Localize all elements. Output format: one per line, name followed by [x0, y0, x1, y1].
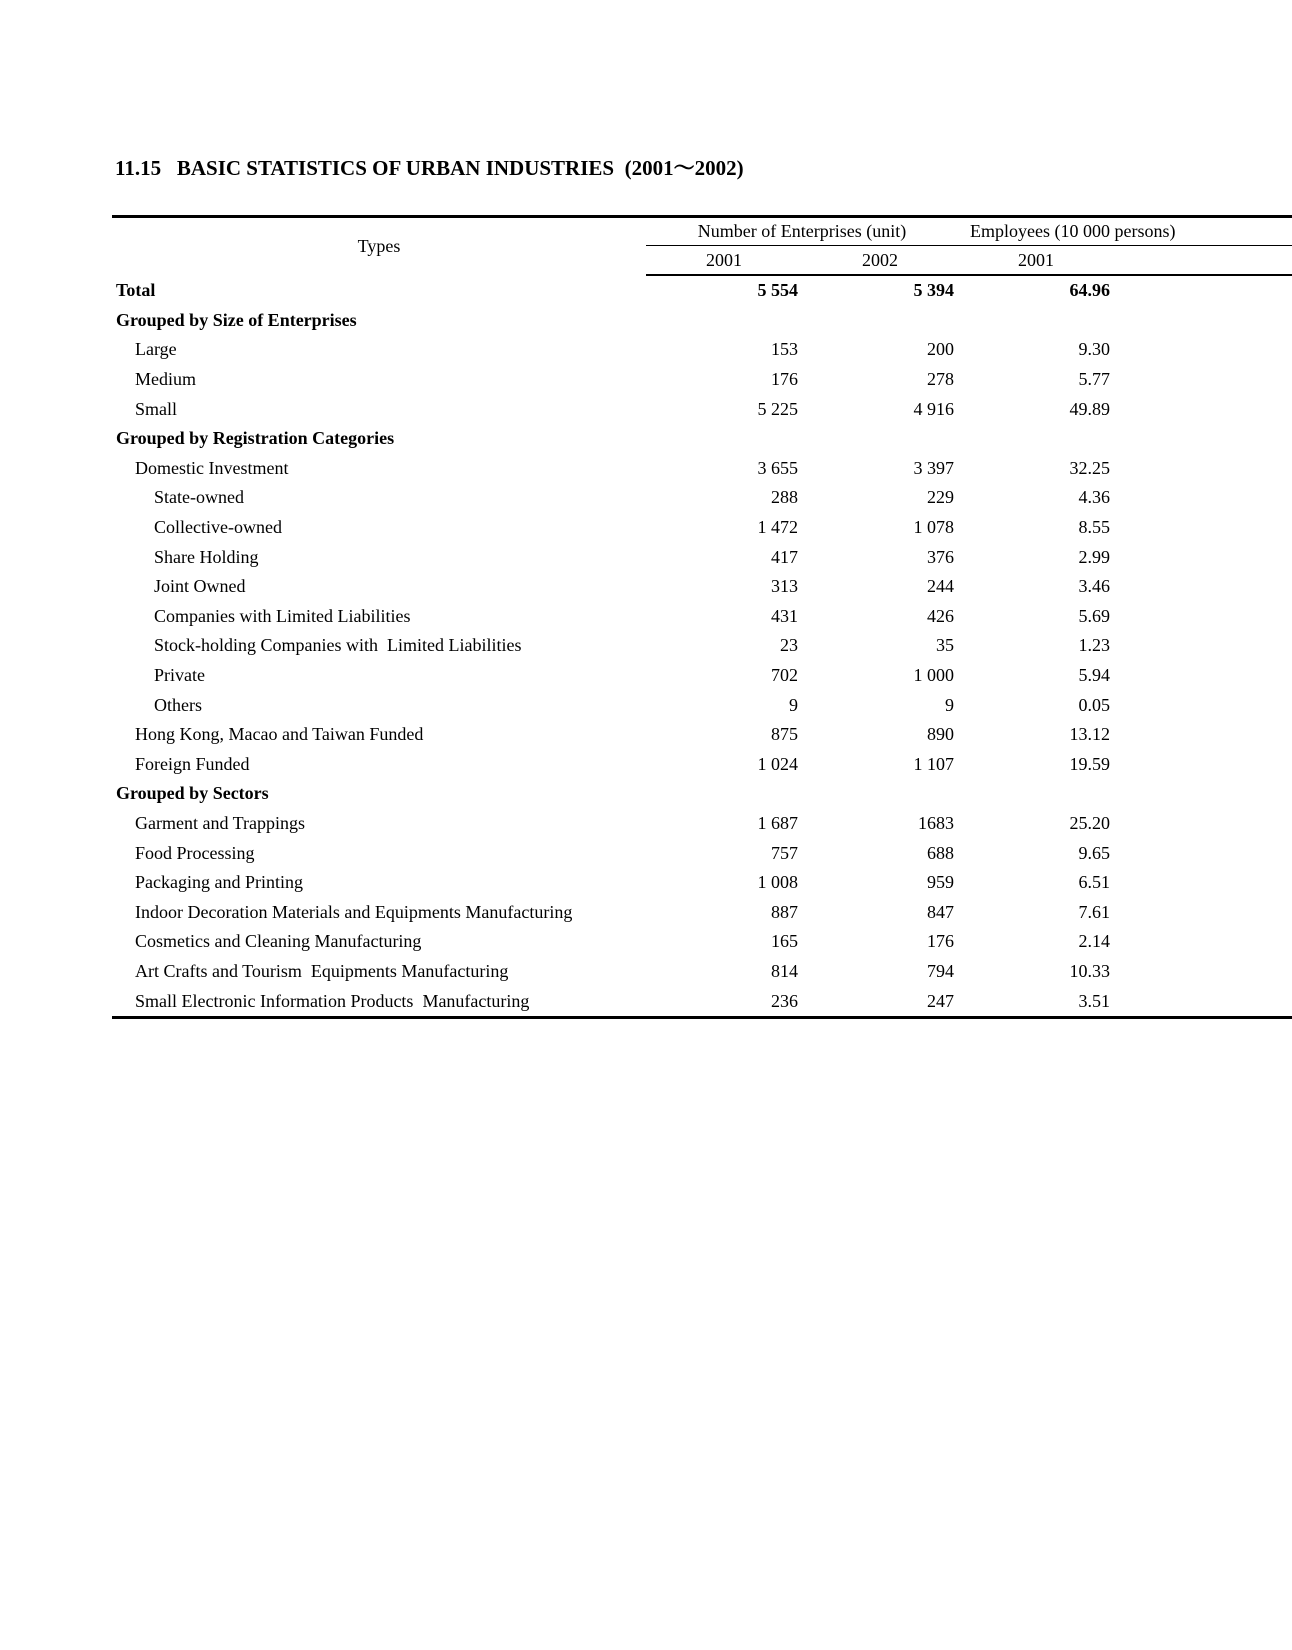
employees-2001-cell: 10.33 [1069, 960, 1111, 981]
enterprises-2002-cell [802, 779, 958, 809]
employees-2001-cell: 3.46 [1078, 576, 1111, 597]
table-row [112, 513, 1292, 543]
employees-2002-cell [1114, 838, 1292, 868]
employees-2001-cell [958, 306, 1114, 336]
row-label: Stock-holding Companies with Limited Liabilities [154, 635, 522, 656]
row-label: Others [154, 694, 202, 715]
enterprises-2001-cell: 165 [771, 931, 798, 952]
enterprises-2001-cell [646, 306, 802, 336]
enterprises-2001-cell: 431 [771, 605, 798, 626]
employees-2001-cell: 5.94 [1078, 665, 1111, 686]
employees-2002-cell [1114, 631, 1292, 661]
enterprises-group-header: Number of Enterprises (unit) [646, 217, 958, 246]
employees-2002-cell [1114, 365, 1292, 395]
enterprises-2001-cell [646, 779, 802, 809]
employees-2002-cell [1114, 602, 1292, 632]
enterprises-2002-cell: 244 [927, 576, 955, 597]
employees-2001-cell: 1.23 [1078, 635, 1111, 656]
enterprises-2002-cell: 847 [927, 901, 955, 922]
row-label: Medium [135, 369, 196, 390]
table-section-row [112, 779, 1292, 809]
row-label: Art Crafts and Tourism Equipments Manufacturing [135, 960, 509, 981]
enterprises-2001-cell: 313 [771, 576, 798, 597]
employees-2001-cell: 2.14 [1078, 931, 1111, 952]
employees-2002-cell [1114, 275, 1292, 306]
row-label: Grouped by Sectors [116, 783, 269, 804]
page-title: 11.15 BASIC STATISTICS OF URBAN INDUSTRIES (2001～2002) [115, 156, 744, 180]
employees-2002-cell [1114, 572, 1292, 602]
row-label: Total [116, 279, 156, 300]
row-label: Foreign Funded [135, 753, 250, 774]
employees-2001-cell: 7.61 [1078, 901, 1111, 922]
enterprises-2001-cell: 757 [771, 842, 798, 863]
row-label: Companies with Limited Liabilities [154, 605, 411, 626]
table-row [112, 957, 1292, 987]
row-label: Share Holding [154, 546, 259, 567]
enterprises-2002-cell: 959 [927, 872, 955, 893]
employees-2002-cell [1114, 897, 1292, 927]
employees-2001-cell: 9.65 [1078, 842, 1111, 863]
employees-2001-cell: 4.36 [1078, 487, 1111, 508]
employees-2001-cell: 49.89 [1069, 398, 1111, 419]
table-header [112, 217, 1292, 276]
row-label: Cosmetics and Cleaning Manufacturing [135, 931, 422, 952]
employees-2001-cell: 64.96 [1069, 280, 1111, 301]
employees-2001-cell: 25.20 [1069, 812, 1111, 833]
row-label: Packaging and Printing [135, 872, 303, 893]
employees-2002-cell [1114, 690, 1292, 720]
table-row [112, 394, 1292, 424]
table-body [112, 275, 1292, 1017]
enterprises-2002-cell: 1683 [918, 812, 955, 833]
enterprises-2002-cell: 9 [945, 694, 955, 715]
row-label: Domestic Investment [135, 457, 289, 478]
employees-2001-cell: 9.30 [1078, 339, 1111, 360]
enterprises-2002-cell: 35 [936, 635, 955, 656]
employees-2001-cell: 2.99 [1078, 546, 1111, 567]
enterprises-2002-cell: 1 000 [913, 665, 955, 686]
enterprises-2001-cell: 23 [780, 635, 798, 656]
employees-2001-cell: 6.51 [1078, 872, 1111, 893]
row-label: Grouped by Registration Categories [116, 428, 395, 449]
employees-2002-cell [1114, 513, 1292, 543]
enterprises-2002-cell: 278 [927, 369, 955, 390]
enterprises-2002-cell: 3 397 [913, 457, 955, 478]
row-label: State-owned [154, 487, 244, 508]
enterprises-2002-cell: 176 [927, 931, 955, 952]
enterprises-2001-cell: 153 [771, 339, 798, 360]
employees-2001-cell: 0.05 [1078, 694, 1111, 715]
enterprises-2002-cell: 229 [927, 487, 955, 508]
employees-2002-cell [1114, 720, 1292, 750]
statistics-table-container [112, 215, 1176, 1019]
employees-year-2002-header [1114, 246, 1292, 276]
enterprises-2001-cell: 176 [771, 369, 798, 390]
employees-2002-cell [1114, 750, 1292, 780]
employees-2001-cell: 32.25 [1069, 457, 1111, 478]
enterprises-2002-cell: 200 [927, 339, 955, 360]
employees-2002-cell [1114, 927, 1292, 957]
employees-2002-cell [1114, 424, 1292, 454]
row-label: Small Electronic Information Products Manufacturing [112, 986, 646, 1017]
employees-2001-cell [958, 424, 1114, 454]
employees-2002-cell [1114, 306, 1292, 336]
enterprises-year-2001-header: 2001 [646, 246, 802, 276]
enterprises-2001-cell: 9 [789, 694, 798, 715]
employees-2001-cell [958, 779, 1114, 809]
row-label: Collective-owned [154, 517, 282, 538]
table-row [112, 690, 1292, 720]
table-row [112, 927, 1292, 957]
employees-group-header: Employees (10 000 persons) [958, 217, 1292, 246]
enterprises-2001-cell: 5 225 [757, 398, 798, 419]
employees-2002-cell [1114, 454, 1292, 484]
enterprises-2002-cell: 890 [927, 724, 955, 745]
table-row [112, 602, 1292, 632]
enterprises-2002-cell [802, 424, 958, 454]
enterprises-2002-cell: 5 394 [913, 280, 955, 301]
row-label: Small [135, 398, 178, 419]
enterprises-2001-cell: 236 [646, 986, 802, 1017]
enterprises-2001-cell: 1 472 [757, 517, 798, 538]
enterprises-2001-cell: 1 687 [757, 812, 798, 833]
employees-2001-cell: 13.12 [1069, 724, 1111, 745]
enterprises-2001-cell: 288 [771, 487, 798, 508]
employees-2002-cell [1114, 483, 1292, 513]
table-row [112, 542, 1292, 572]
employees-2002-cell [1114, 542, 1292, 572]
table-row [112, 661, 1292, 691]
employees-2002-cell [1114, 957, 1292, 987]
enterprises-2001-cell: 5 554 [757, 280, 798, 301]
employees-2002-cell [1114, 868, 1292, 898]
enterprises-2001-cell: 702 [771, 665, 798, 686]
enterprises-2001-cell: 875 [771, 724, 798, 745]
table-row [112, 750, 1292, 780]
employees-2001-cell: 5.69 [1078, 605, 1111, 626]
employees-2002-cell [1114, 986, 1292, 1017]
row-label: Large [135, 339, 177, 360]
row-label: Grouped by Size of Enterprises [116, 309, 357, 330]
table-row [112, 631, 1292, 661]
enterprises-2001-cell: 887 [771, 901, 798, 922]
types-column-header: Types [112, 217, 646, 276]
employees-2002-cell [1114, 809, 1292, 839]
table-row [112, 572, 1292, 602]
table-row [112, 809, 1292, 839]
enterprises-2002-cell: 688 [927, 842, 955, 863]
enterprises-2001-cell: 1 024 [757, 753, 798, 774]
enterprises-2002-cell: 4 916 [913, 398, 955, 419]
row-label: Joint Owned [154, 576, 246, 597]
employees-2001-cell: 8.55 [1078, 517, 1111, 538]
table-row [112, 838, 1292, 868]
table-row [112, 986, 1292, 1017]
employees-year-2001-header: 2001 [958, 246, 1114, 276]
table-row [112, 720, 1292, 750]
enterprises-2001-cell: 814 [771, 960, 798, 981]
enterprises-2002-cell: 426 [927, 605, 955, 626]
table-row [112, 365, 1292, 395]
enterprises-year-2002-header: 2002 [802, 246, 958, 276]
employees-2001-cell: 5.77 [1078, 369, 1111, 390]
row-label: Food Processing [135, 842, 255, 863]
table-row [112, 897, 1292, 927]
enterprises-2002-cell: 247 [802, 986, 958, 1017]
row-label: Indoor Decoration Materials and Equipments Manufacturing [135, 901, 573, 922]
enterprises-2001-cell [646, 424, 802, 454]
table-row [112, 483, 1292, 513]
employees-2001-cell: 3.51 [958, 986, 1114, 1017]
table-section-row [112, 275, 1292, 306]
table-row [112, 335, 1292, 365]
enterprises-2001-cell: 417 [771, 546, 798, 567]
employees-2002-cell [1114, 779, 1292, 809]
statistics-table [112, 215, 1292, 1019]
table-section-row [112, 306, 1292, 336]
row-label: Private [154, 665, 205, 686]
employees-2001-cell: 19.59 [1069, 753, 1111, 774]
employees-2002-cell [1114, 394, 1292, 424]
enterprises-2001-cell: 3 655 [757, 457, 798, 478]
enterprises-2002-cell [802, 306, 958, 336]
row-label: Hong Kong, Macao and Taiwan Funded [135, 724, 424, 745]
table-section-row [112, 424, 1292, 454]
row-label: Garment and Trappings [135, 812, 305, 833]
employees-2002-cell [1114, 661, 1292, 691]
enterprises-2002-cell: 794 [927, 960, 955, 981]
enterprises-2002-cell: 1 107 [913, 753, 955, 774]
enterprises-2001-cell: 1 008 [757, 872, 798, 893]
table-row [112, 454, 1292, 484]
enterprises-2002-cell: 1 078 [913, 517, 955, 538]
enterprises-2002-cell: 376 [927, 546, 955, 567]
table-row [112, 868, 1292, 898]
employees-2002-cell [1114, 335, 1292, 365]
